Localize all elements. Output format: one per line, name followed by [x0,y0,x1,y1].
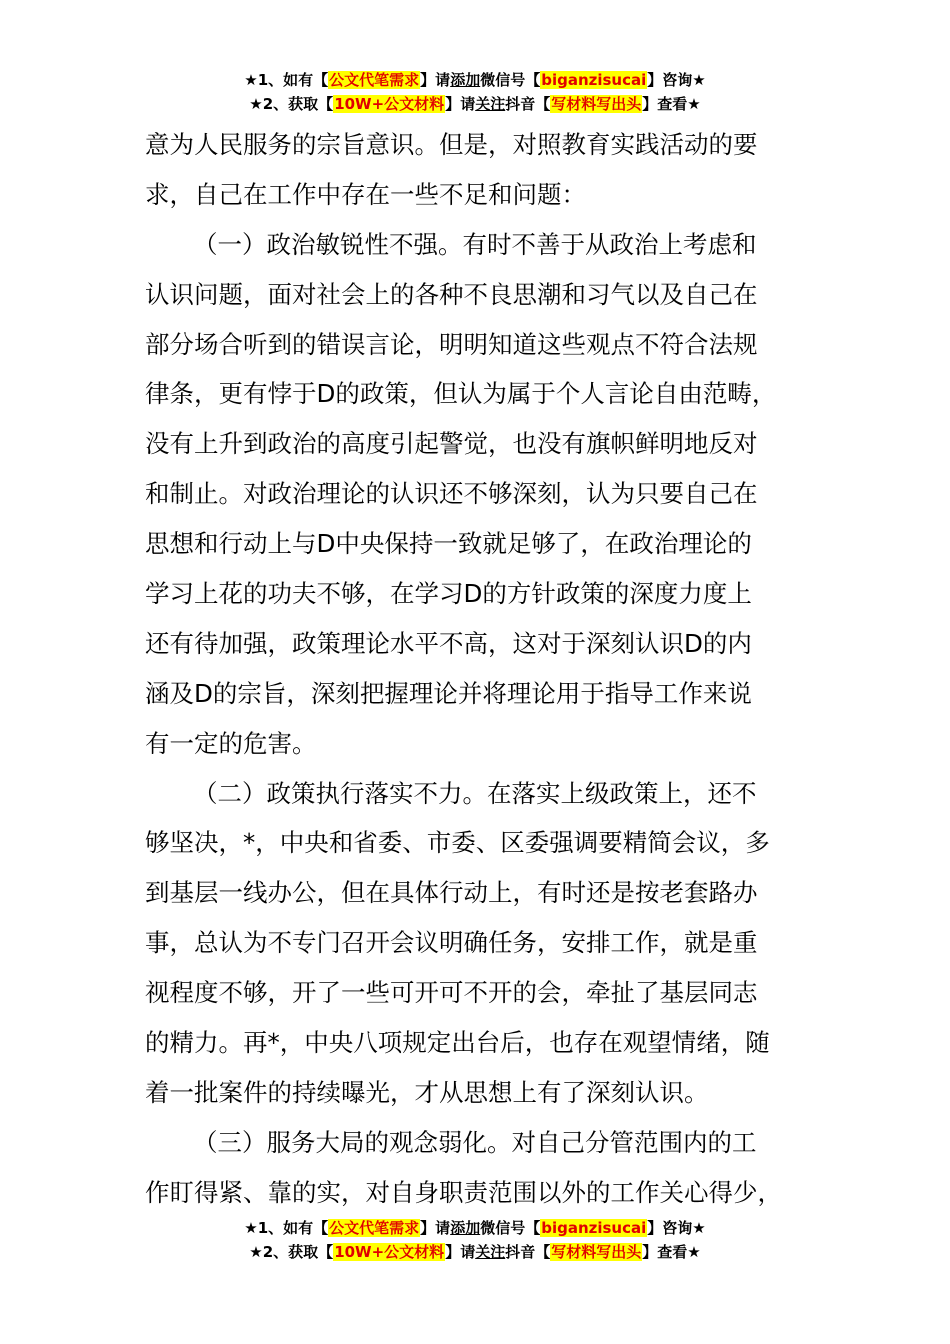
body-line: 够坚决，*，中央和省委、市委、区委强调要精简会议，多 [145,828,770,858]
banner-text: 】咨询★ [647,71,706,89]
body-line: 事，总认为不专门召开会议明确任务，安排工作，就是重 [145,928,758,958]
section-heading-line: （三）服务大局的观念弱化。对自己分管范围内的工 [193,1127,757,1157]
header-banner [0,68,950,116]
banner-text: ★1、如有【 [244,71,329,89]
body-line: 有一定的危害。 [145,728,317,758]
body-line: 部分场合听到的错误言论，明明知道这些观点不符合法规 [145,329,758,359]
banner-text: 】咨询★ [647,1219,706,1237]
banner-highlight: biganzisucai [541,1219,647,1237]
body-line: 求，自己在工作中存在一些不足和问题： [145,179,586,209]
section-heading-line: （一）政治敏锐性不强。有时不善于从政治上考虑和 [193,229,757,259]
body-line: 律条，更有悖于D的政策，但认为属于个人言论自由范畴， [145,379,777,409]
body-line: 认识问题，面对社会上的各种不良思潮和习气以及自己在 [145,279,758,309]
body-line: 和制止。对政治理论的认识还不够深刻，认为只要自己在 [145,479,758,509]
banner-highlight: biganzisucai [541,71,647,89]
body-line: 意为人民服务的宗旨意识。但是，对照教育实践活动的要 [145,130,758,159]
body-line: 没有上升到政治的高度引起警觉，也没有旗帜鲜明地反对 [145,429,758,459]
banner-highlight: 写材料写出头 [551,1243,642,1261]
banner-text: 】请 [420,1219,451,1237]
banner-underlined-text: 关注 [475,95,506,113]
banner-highlight: 公文代笔需求 [329,71,420,89]
banner-text: 】查看★ [642,1243,701,1261]
footer-banner-line-1 [0,1216,950,1240]
body-line: 的精力。再*，中央八项规定出台后，也存在观望情绪，随 [145,1028,770,1058]
section-heading-line: （二）政策执行落实不力。在落实上级政策上，还不 [193,778,757,808]
banner-underlined-text: 添加 [450,71,481,89]
banner-highlight: 写材料写出头 [551,95,642,113]
body-line: 涵及D的宗旨，深刻把握理论并将理论用于指导工作来说 [145,678,752,708]
body-line: 学习上花的功夫不够，在学习D的方针政策的深度力度上 [145,579,752,609]
body-line: 着一批案件的持续曝光，才从思想上有了深刻认识。 [145,1077,709,1107]
footer-banner-line-2 [0,1240,950,1264]
banner-underlined-text: 关注 [475,1243,506,1261]
footer-banner [0,1216,950,1264]
banner-text: 】查看★ [642,95,701,113]
header-banner-line-1 [0,68,950,92]
document-body [145,120,810,1218]
banner-text: 】请 [420,71,451,89]
banner-text: 抖音【 [505,95,551,113]
body-line: 思想和行动上与D中央保持一致就足够了，在政治理论的 [145,529,752,559]
body-line: 作盯得紧、靠的实，对自身职责范围以外的工作关心得少， [145,1177,782,1207]
banner-text: 微信号【 [480,71,541,89]
banner-text: 抖音【 [505,1243,551,1261]
banner-text: ★1、如有【 [244,1219,329,1237]
banner-text: 】请 [445,1243,476,1261]
body-line: 还有待加强，政策理论水平不高，这对于深刻认识D的内 [145,628,752,658]
banner-text: 】请 [445,95,476,113]
banner-text: ★2、获取【 [249,95,334,113]
header-banner-line-2 [0,92,950,116]
banner-underlined-text: 添加 [450,1219,481,1237]
banner-highlight: 10W+公文材料 [334,95,445,113]
body-line: 到基层一线办公，但在具体行动上，有时还是按老套路办 [145,878,758,908]
banner-text: 微信号【 [480,1219,541,1237]
banner-highlight: 公文代笔需求 [329,1219,420,1237]
body-line: 视程度不够，开了一些可开可不开的会，牵扯了基层同志 [145,978,758,1008]
banner-text: ★2、获取【 [249,1243,334,1261]
banner-highlight: 10W+公文材料 [334,1243,445,1261]
